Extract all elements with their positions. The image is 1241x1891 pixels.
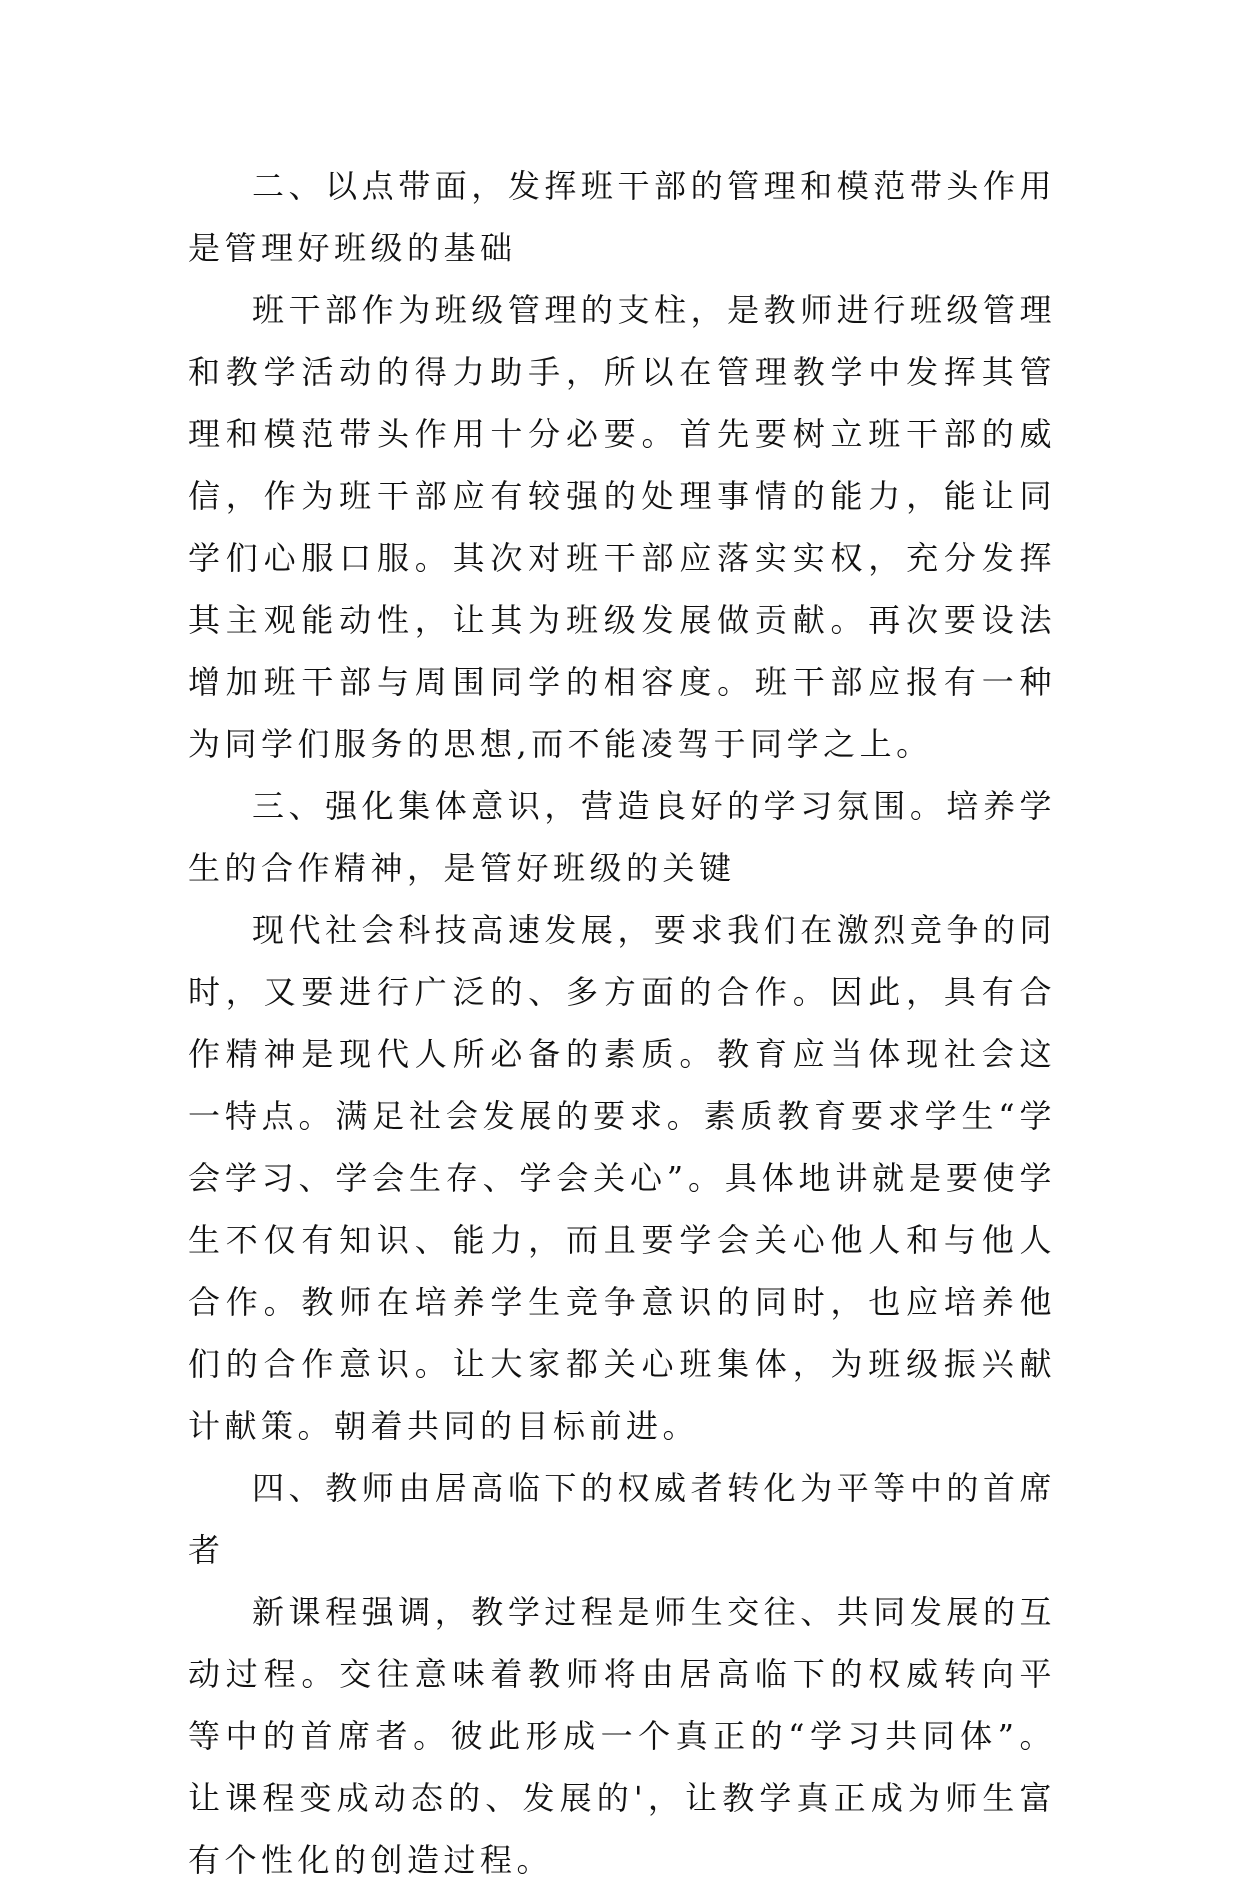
paragraph-class-cadres: 班干部作为班级管理的支柱，是教师进行班级管理和教学活动的得力助手，所以在管理教学中发挥其管理和模范带头作用十分必要。首先要树立班干部的威信，作为班干部应有较强的处理事情的能力，能让同学们心服口服。其次对班干部应落实实权，充分发挥其主观能动性，让其为班级发展做贡献。再次要设法增加班干部与周围同学的相容度。班干部应报有一种为同学们服务的思想,而不能凌驾于同学之上。 [188, 291, 1056, 763]
paragraph-cooperation: 现代社会科技高速发展，要求我们在激烈竞争的同时，又要进行广泛的、多方面的合作。因此，具有合作精神是现代人所必备的素质。教育应当体现社会这一特点。满足社会发展的要求。素质教育要求学生“学会学习、学会生存、学会关心”。具体地讲就是要使学生不仅有知识、能力，而且要学会关心他人和与他人合作。教师在培养学生竞争意识的同时，也应培养他们的合作意识。让大家都关心班集体，为班级振兴献计献策。朝着共同的目标前进。 [188, 911, 1056, 1445]
document-body [188, 155, 1056, 1891]
heading-section-4: 四、教师由居高临下的权威者转化为平等中的首席者 [188, 1469, 1056, 1569]
paragraph-new-curriculum: 新课程强调，教学过程是师生交往、共同发展的互动过程。交往意味着教师将由居高临下的权威转向平等中的首席者。彼此形成一个真正的“学习共同体”。让课程变成动态的、发展的'，让教学真正成为师生富有个性化的创造过程。 [188, 1593, 1056, 1879]
heading-section-3: 三、强化集体意识，营造良好的学习氛围。培养学生的合作精神，是管好班级的关键 [188, 787, 1056, 887]
heading-section-2: 二、以点带面，发挥班干部的管理和模范带头作用是管理好班级的基础 [188, 167, 1056, 267]
